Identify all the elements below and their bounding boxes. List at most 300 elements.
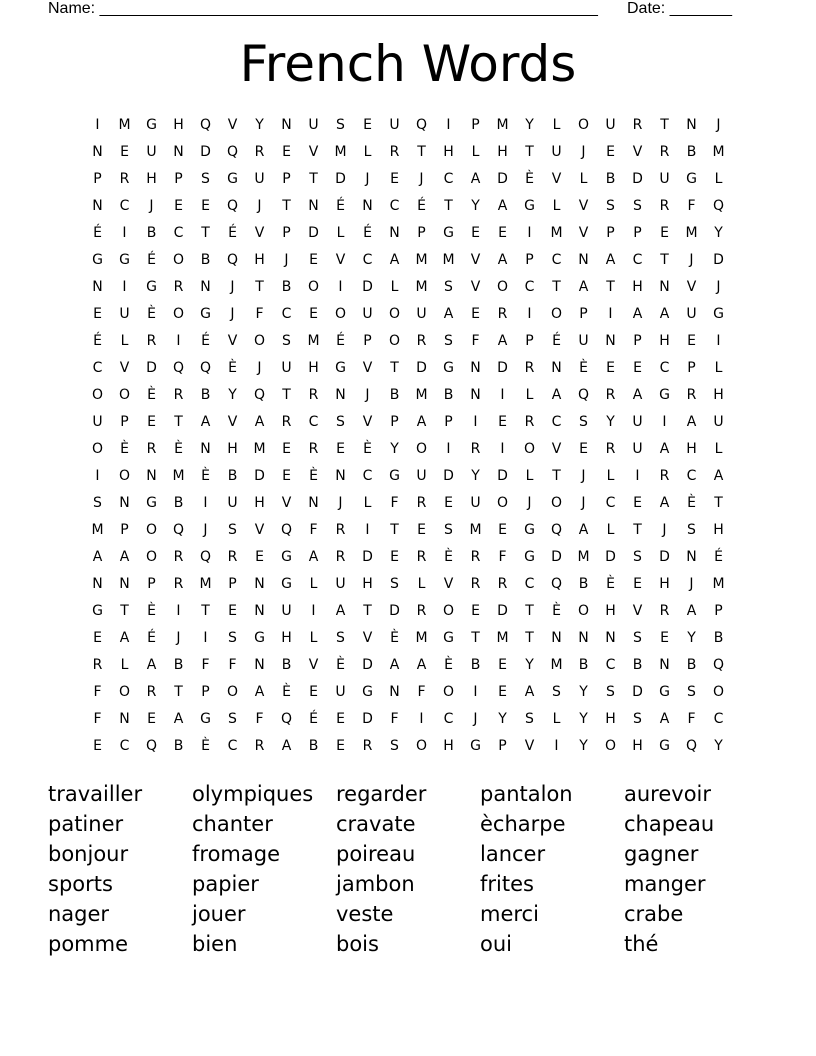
grid-letter: T — [714, 495, 723, 511]
grid-letter: A — [524, 684, 535, 700]
grid-letter: F — [390, 495, 399, 511]
grid-letter: H — [713, 387, 724, 403]
grid-letter: T — [174, 414, 183, 430]
grid-letter: F — [390, 711, 399, 727]
grid-letter: S — [579, 414, 588, 430]
grid-letter: V — [254, 522, 265, 538]
grid-letter: G — [146, 279, 157, 295]
grid-letter: E — [498, 414, 507, 430]
grid-letter: E — [282, 468, 291, 484]
word-list-item: lancer — [480, 842, 546, 866]
grid-letter: Y — [714, 225, 723, 241]
grid-letter: V — [227, 414, 238, 430]
grid-letter: D — [443, 468, 454, 484]
grid-letter: T — [390, 360, 399, 376]
grid-letter: Y — [525, 117, 534, 133]
grid-letter: D — [362, 279, 373, 295]
grid-letter: Q — [280, 711, 293, 727]
grid-letter: G — [524, 549, 535, 565]
grid-letter: I — [554, 738, 559, 754]
grid-letter: É — [714, 549, 723, 565]
grid-letter: I — [176, 603, 181, 619]
grid-letter: É — [93, 333, 102, 349]
grid-letter: T — [309, 171, 318, 187]
grid-letter: B — [200, 252, 211, 268]
grid-letter: V — [470, 252, 481, 268]
grid-letter: Q — [253, 387, 266, 403]
grid-letter: O — [118, 387, 131, 403]
grid-letter: O — [334, 306, 347, 322]
grid-letter: M — [91, 522, 104, 538]
grid-letter: C — [605, 495, 616, 511]
grid-letter: H — [632, 279, 643, 295]
grid-letter: L — [471, 144, 480, 160]
grid-letter: U — [146, 144, 157, 160]
grid-letter: Q — [226, 198, 239, 214]
grid-letter: I — [608, 306, 613, 322]
grid-letter: N — [92, 279, 103, 295]
grid-letter: I — [500, 387, 505, 403]
grid-letter: Y — [579, 711, 588, 727]
grid-letter: L — [390, 279, 399, 295]
grid-letter: A — [551, 387, 562, 403]
grid-row — [84, 573, 732, 600]
grid-letter: A — [659, 441, 670, 457]
word-list-item: chapeau — [624, 812, 715, 836]
grid-letter: C — [119, 198, 130, 214]
grid-letter: I — [203, 495, 208, 511]
grid-letter: N — [254, 576, 265, 592]
grid-letter: U — [686, 306, 697, 322]
grid-letter: R — [254, 144, 265, 160]
grid-letter: M — [550, 657, 563, 673]
grid-letter: O — [145, 522, 158, 538]
grid-letter: G — [281, 549, 292, 565]
grid-letter: L — [552, 711, 561, 727]
grid-letter: L — [309, 630, 318, 646]
grid-letter: N — [200, 441, 211, 457]
grid-letter: È — [363, 441, 372, 457]
grid-letter: R — [416, 603, 427, 619]
grid-letter: O — [253, 333, 266, 349]
word-list-item: bois — [336, 932, 379, 956]
word-list-item: thé — [624, 932, 659, 956]
grid-letter: P — [714, 603, 723, 619]
grid-letter: J — [689, 576, 694, 592]
grid-letter: A — [389, 252, 400, 268]
grid-letter: N — [470, 387, 481, 403]
grid-letter: V — [578, 225, 589, 241]
grid-letter: I — [635, 468, 640, 484]
grid-letter: G — [659, 387, 670, 403]
grid-row — [84, 681, 732, 708]
grid-letter: C — [443, 171, 454, 187]
grid-letter: È — [444, 549, 453, 565]
grid-letter: N — [389, 225, 400, 241]
grid-letter: N — [605, 630, 616, 646]
grid-letter: S — [336, 117, 345, 133]
grid-letter: S — [687, 522, 696, 538]
grid-letter: Q — [199, 360, 212, 376]
grid-letter: E — [174, 198, 183, 214]
grid-letter: Q — [145, 738, 158, 754]
grid-letter: D — [362, 711, 373, 727]
grid-letter: I — [419, 711, 424, 727]
grid-letter: R — [389, 144, 400, 160]
grid-letter: E — [120, 144, 129, 160]
grid-letter: N — [605, 333, 616, 349]
grid-letter: F — [255, 711, 264, 727]
grid-letter: E — [201, 198, 210, 214]
grid-letter: M — [172, 468, 185, 484]
grid-letter: E — [147, 414, 156, 430]
grid-letter: J — [581, 468, 586, 484]
grid-letter: P — [633, 225, 642, 241]
grid-letter: C — [713, 711, 724, 727]
grid-letter: É — [363, 225, 372, 241]
grid-letter: C — [524, 576, 535, 592]
grid-letter: È — [201, 738, 210, 754]
grid-letter: G — [335, 360, 346, 376]
grid-letter: G — [146, 495, 157, 511]
grid-letter: H — [443, 738, 454, 754]
grid-letter: E — [336, 441, 345, 457]
grid-letter: H — [659, 576, 670, 592]
grid-letter: N — [173, 144, 184, 160]
grid-letter: H — [605, 711, 616, 727]
grid-letter: J — [473, 711, 478, 727]
grid-letter: J — [716, 117, 721, 133]
grid-letter: S — [633, 549, 642, 565]
grid-row — [84, 141, 732, 168]
grid-letter: O — [118, 468, 131, 484]
grid-letter: T — [606, 279, 615, 295]
grid-letter: G — [362, 684, 373, 700]
grid-letter: E — [633, 360, 642, 376]
grid-letter: È — [309, 468, 318, 484]
grid-letter: P — [417, 225, 426, 241]
grid-letter: N — [146, 468, 157, 484]
grid-letter: D — [497, 603, 508, 619]
grid-letter: È — [174, 441, 183, 457]
grid-letter: I — [365, 522, 370, 538]
grid-letter: R — [281, 414, 292, 430]
word-list-item: manger — [624, 872, 706, 896]
grid-row — [84, 411, 732, 438]
grid-letter: B — [146, 225, 157, 241]
grid-letter: Y — [579, 738, 588, 754]
grid-letter: O — [442, 603, 455, 619]
grid-letter: J — [257, 198, 262, 214]
grid-letter: V — [362, 630, 373, 646]
grid-letter: Y — [255, 117, 264, 133]
grid-letter: T — [363, 603, 372, 619]
grid-letter: N — [200, 279, 211, 295]
grid-letter: N — [389, 684, 400, 700]
word-list-item: jambon — [336, 872, 415, 896]
grid-letter: P — [363, 333, 372, 349]
grid-letter: Q — [415, 117, 428, 133]
word-list-item: fromage — [192, 842, 280, 866]
grid-letter: J — [527, 495, 532, 511]
grid-letter: E — [498, 684, 507, 700]
grid-letter: R — [119, 171, 130, 187]
word-list — [48, 779, 768, 959]
grid-letter: R — [524, 360, 535, 376]
grid-letter: M — [712, 144, 725, 160]
word-list-item: crabe — [624, 902, 684, 926]
grid-letter: B — [443, 387, 454, 403]
grid-letter: E — [390, 549, 399, 565]
grid-letter: N — [659, 279, 670, 295]
grid-letter: È — [147, 387, 156, 403]
grid-letter: D — [416, 360, 427, 376]
grid-letter: O — [442, 684, 455, 700]
grid-letter: P — [444, 414, 453, 430]
grid-row — [84, 465, 732, 492]
grid-letter: V — [551, 171, 562, 187]
grid-letter: Y — [579, 684, 588, 700]
grid-letter: R — [659, 603, 670, 619]
grid-letter: L — [120, 657, 129, 673]
grid-letter: U — [281, 603, 292, 619]
grid-letter: L — [606, 468, 615, 484]
grid-letter: C — [362, 252, 373, 268]
word-list-item: pomme — [48, 932, 129, 956]
grid-letter: A — [686, 414, 697, 430]
grid-letter: I — [527, 225, 532, 241]
grid-letter: U — [605, 117, 616, 133]
grid-letter: R — [227, 549, 238, 565]
grid-letter: È — [201, 468, 210, 484]
grid-letter: G — [389, 468, 400, 484]
grid-letter: U — [335, 576, 346, 592]
grid-letter: Y — [606, 414, 615, 430]
grid-letter: P — [174, 171, 183, 187]
grid-letter: R — [173, 279, 184, 295]
grid-letter: N — [308, 495, 319, 511]
grid-letter: I — [500, 441, 505, 457]
grid-letter: B — [173, 495, 184, 511]
grid-row — [84, 276, 732, 303]
grid-letter: A — [659, 495, 670, 511]
grid-letter: E — [93, 630, 102, 646]
grid-letter: E — [498, 225, 507, 241]
grid-letter: A — [686, 603, 697, 619]
grid-letter: O — [415, 738, 428, 754]
grid-row — [84, 519, 732, 546]
grid-letter: T — [282, 387, 291, 403]
grid-letter: E — [687, 333, 696, 349]
grid-letter: I — [473, 414, 478, 430]
grid-letter: F — [471, 333, 480, 349]
grid-letter: E — [633, 576, 642, 592]
grid-letter: É — [93, 225, 102, 241]
grid-letter: P — [687, 360, 696, 376]
grid-letter: L — [417, 576, 426, 592]
grid-letter: B — [389, 387, 400, 403]
grid-letter: G — [524, 198, 535, 214]
grid-letter: Q — [280, 522, 293, 538]
grid-letter: F — [201, 657, 210, 673]
grid-letter: M — [415, 252, 428, 268]
grid-letter: D — [713, 252, 724, 268]
grid-letter: C — [551, 414, 562, 430]
grid-letter: N — [92, 198, 103, 214]
grid-letter: A — [389, 657, 400, 673]
grid-letter: I — [527, 306, 532, 322]
grid-letter: L — [579, 171, 588, 187]
grid-letter: S — [606, 198, 615, 214]
grid-letter: Q — [172, 360, 185, 376]
grid-row — [84, 654, 732, 681]
grid-letter: N — [119, 495, 130, 511]
grid-letter: M — [415, 279, 428, 295]
grid-letter: G — [659, 738, 670, 754]
grid-letter: S — [336, 414, 345, 430]
grid-letter: R — [416, 333, 427, 349]
grid-letter: E — [660, 630, 669, 646]
grid-letter: F — [93, 711, 102, 727]
grid-letter: R — [254, 738, 265, 754]
grid-letter: T — [525, 630, 534, 646]
grid-letter: E — [498, 522, 507, 538]
grid-letter: D — [308, 225, 319, 241]
grid-letter: E — [606, 360, 615, 376]
grid-letter: V — [524, 738, 535, 754]
grid-letter: L — [525, 468, 534, 484]
grid-letter: V — [227, 117, 238, 133]
grid-letter: P — [498, 738, 507, 754]
grid-letter: I — [122, 279, 127, 295]
grid-letter: T — [633, 522, 642, 538]
grid-letter: N — [92, 576, 103, 592]
grid-letter: O — [712, 684, 725, 700]
grid-letter: O — [388, 306, 401, 322]
grid-letter: G — [281, 576, 292, 592]
grid-letter: Y — [471, 198, 480, 214]
grid-letter: G — [227, 171, 238, 187]
grid-letter: B — [686, 657, 697, 673]
grid-letter: B — [281, 279, 292, 295]
grid-letter: N — [92, 144, 103, 160]
grid-letter: V — [686, 279, 697, 295]
grid-letter: Q — [685, 738, 698, 754]
grid-letter: N — [578, 252, 589, 268]
grid-letter: I — [311, 603, 316, 619]
grid-letter: O — [604, 738, 617, 754]
grid-letter: N — [119, 576, 130, 592]
grid-row — [84, 438, 732, 465]
grid-letter: E — [579, 441, 588, 457]
grid-letter: G — [713, 306, 724, 322]
grid-letter: R — [524, 414, 535, 430]
grid-letter: I — [716, 333, 721, 349]
grid-letter: I — [176, 333, 181, 349]
grid-letter: Q — [226, 252, 239, 268]
grid-letter: C — [605, 657, 616, 673]
grid-letter: R — [659, 468, 670, 484]
grid-letter: A — [281, 738, 292, 754]
grid-letter: O — [226, 684, 239, 700]
grid-letter: É — [147, 252, 156, 268]
grid-letter: F — [228, 657, 237, 673]
word-list-item: travailler — [48, 782, 143, 806]
grid-letter: D — [389, 603, 400, 619]
grid-letter: R — [470, 576, 481, 592]
grid-letter: I — [473, 684, 478, 700]
grid-letter: M — [415, 630, 428, 646]
grid-letter: M — [550, 225, 563, 241]
word-list-item: ècharpe — [480, 812, 566, 836]
grid-letter: C — [173, 225, 184, 241]
grid-letter: G — [524, 522, 535, 538]
grid-letter: C — [389, 198, 400, 214]
grid-letter: È — [687, 495, 696, 511]
grid-letter: R — [335, 522, 346, 538]
grid-letter: U — [119, 306, 130, 322]
grid-letter: V — [362, 414, 373, 430]
grid-letter: U — [362, 306, 373, 322]
grid-letter: R — [362, 738, 373, 754]
grid-letter: N — [335, 387, 346, 403]
grid-letter: H — [146, 171, 157, 187]
grid-letter: É — [336, 198, 345, 214]
grid-letter: È — [525, 171, 534, 187]
grid-letter: S — [336, 630, 345, 646]
grid-letter: Y — [390, 441, 399, 457]
grid-letter: S — [525, 711, 534, 727]
grid-letter: Y — [228, 387, 237, 403]
grid-letter: A — [659, 711, 670, 727]
grid-letter: I — [446, 441, 451, 457]
grid-letter: D — [146, 360, 157, 376]
word-list-item: bien — [192, 932, 238, 956]
grid-letter: L — [552, 117, 561, 133]
grid-letter: E — [390, 171, 399, 187]
grid-letter: S — [282, 333, 291, 349]
grid-letter: M — [685, 225, 698, 241]
grid-letter: Y — [498, 711, 507, 727]
grid-letter: M — [415, 387, 428, 403]
grid-letter: V — [443, 576, 454, 592]
grid-letter: I — [338, 279, 343, 295]
grid-letter: B — [308, 738, 319, 754]
word-list-item: veste — [336, 902, 394, 926]
grid-letter: T — [660, 117, 669, 133]
grid-letter: A — [497, 198, 508, 214]
grid-letter: F — [255, 306, 264, 322]
grid-letter: B — [632, 657, 643, 673]
grid-letter: S — [444, 279, 453, 295]
grid-letter: H — [632, 738, 643, 754]
grid-letter: V — [632, 144, 643, 160]
grid-letter: E — [336, 711, 345, 727]
grid-letter: P — [606, 225, 615, 241]
grid-letter: Q — [226, 144, 239, 160]
grid-letter: F — [498, 549, 507, 565]
grid-letter: È — [552, 603, 561, 619]
grid-letter: R — [416, 495, 427, 511]
grid-letter: C — [119, 738, 130, 754]
grid-letter: G — [92, 252, 103, 268]
grid-letter: U — [416, 468, 427, 484]
grid-letter: O — [172, 306, 185, 322]
grid-letter: T — [390, 522, 399, 538]
grid-row — [84, 303, 732, 330]
grid-letter: A — [254, 684, 265, 700]
grid-letter: O — [145, 549, 158, 565]
